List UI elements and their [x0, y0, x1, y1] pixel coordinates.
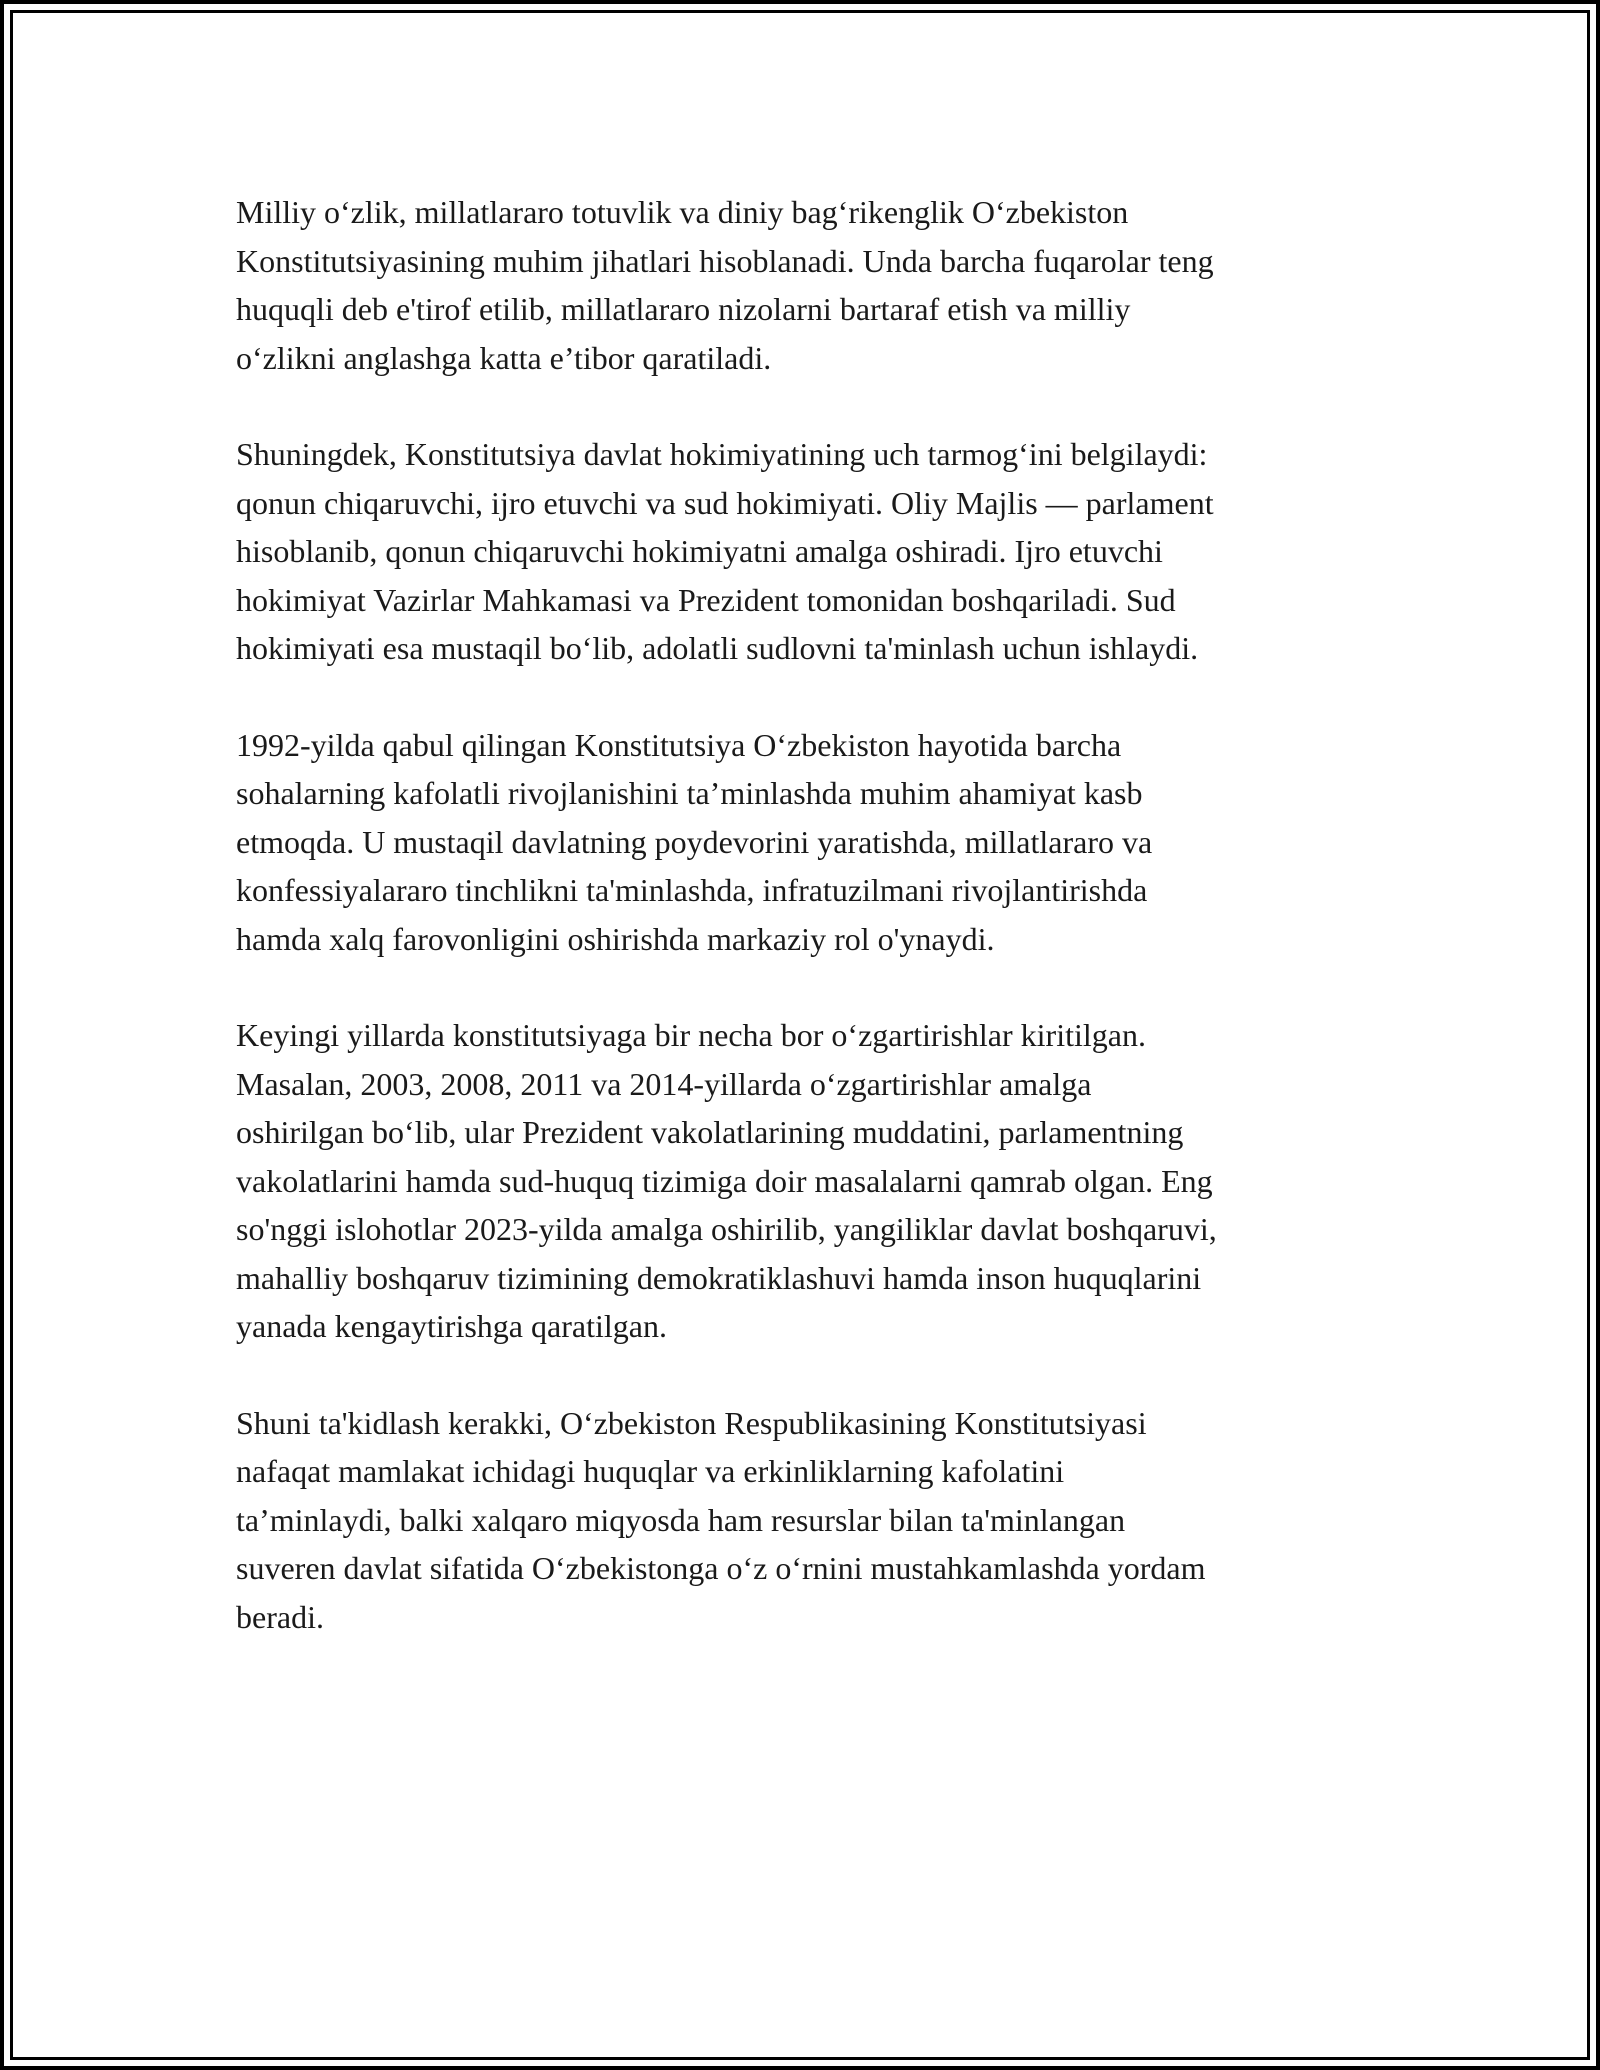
- text-line: o‘zlikni anglashga katta e’tibor qaratiladi.: [236, 339, 772, 376]
- text-line: oshirilgan bo‘lib, ular Prezident vakolatlarining muddatini, parlamentning: [236, 1114, 1184, 1150]
- text-line: hokimiyat Vazirlar Mahkamasi va Prezident tomonidan boshqariladi. Sud: [236, 581, 1176, 618]
- text-line: ta’minlaydi, balki xalqaro miqyosda ham resurslar bilan ta'minlangan: [236, 1501, 1126, 1538]
- document-body: [236, 188, 1396, 1689]
- paragraph-5: [236, 1399, 1396, 1642]
- text-line: so'nggi islohotlar 2023-yilda amalga oshirilib, yangiliklar davlat boshqaruvi,: [236, 1211, 1217, 1247]
- text-line: konfessiyalararo tinchlikni ta'minlashda, infratuzilmani rivojlantirishda: [236, 872, 1148, 908]
- text-line: hisoblanib, qonun chiqaruvchi hokimiyatni amalga oshiradi. Ijro etuvchi: [236, 533, 1163, 569]
- text-line: Masalan, 2003, 2008, 2011 va 2014-yillarda o‘zgartirishlar amalga: [236, 1065, 1092, 1102]
- text-line: Milliy o‘zlik, millatlararo totuvlik va diniy bag‘rikenglik O‘zbekiston: [236, 194, 1129, 230]
- text-line: suveren davlat sifatida O‘zbekistonga o‘z o‘rnini mustahkamlashda yordam: [236, 1550, 1206, 1586]
- text-line: etmoqda. U mustaqil davlatning poydevorini yaratishda, millatlararo va: [236, 823, 1153, 860]
- text-line: qonun chiqaruvchi, ijro etuvchi va sud hokimiyati. Oliy Majlis — parlament: [236, 484, 1214, 521]
- paragraph-1: [236, 188, 1396, 382]
- text-line: Konstitutsiyasining muhim jihatlari hisoblanadi. Unda barcha fuqarolar teng: [236, 242, 1214, 279]
- text-line: nafaqat mamlakat ichidagi huquqlar va erkinliklarning kafolatini: [236, 1453, 1065, 1489]
- text-line: beradi.: [236, 1598, 324, 1635]
- text-line: huquqli deb e'tirof etilib, millatlararo nizolarni bartaraf etish va milliy: [236, 291, 1131, 327]
- paragraph-2: [236, 430, 1396, 673]
- paragraph-4: [236, 1011, 1396, 1351]
- text-line: Shuningdek, Konstitutsiya davlat hokimiyatining uch tarmog‘ini belgilaydi:: [236, 436, 1208, 472]
- text-line: 1992-yilda qabul qilingan Konstitutsiya O‘zbekiston hayotida barcha: [236, 726, 1122, 763]
- text-line: Shuni ta'kidlash kerakki, O‘zbekiston Respublikasining Konstitutsiyasi: [236, 1404, 1147, 1441]
- text-line: sohalarning kafolatli rivojlanishini ta’minlashda muhim ahamiyat kasb: [236, 775, 1143, 811]
- text-line: hamda xalq farovonligini oshirishda markaziy rol o'ynaydi.: [236, 920, 995, 957]
- text-line: mahalliy boshqaruv tizimining demokratiklashuvi hamda inson huquqlarini: [236, 1259, 1202, 1296]
- text-line: yanada kengaytirishga qaratilgan.: [236, 1308, 667, 1344]
- text-line: Keyingi yillarda konstitutsiyaga bir necha bor o‘zgartirishlar kiritilgan.: [236, 1017, 1146, 1053]
- paragraph-3: [236, 721, 1396, 964]
- text-line: hokimiyati esa mustaqil bo‘lib, adolatli sudlovni ta'minlash uchun ishlaydi.: [236, 630, 1199, 666]
- text-line: vakolatlarini hamda sud-huquq tizimiga doir masalalarni qamrab olgan. Eng: [236, 1162, 1213, 1199]
